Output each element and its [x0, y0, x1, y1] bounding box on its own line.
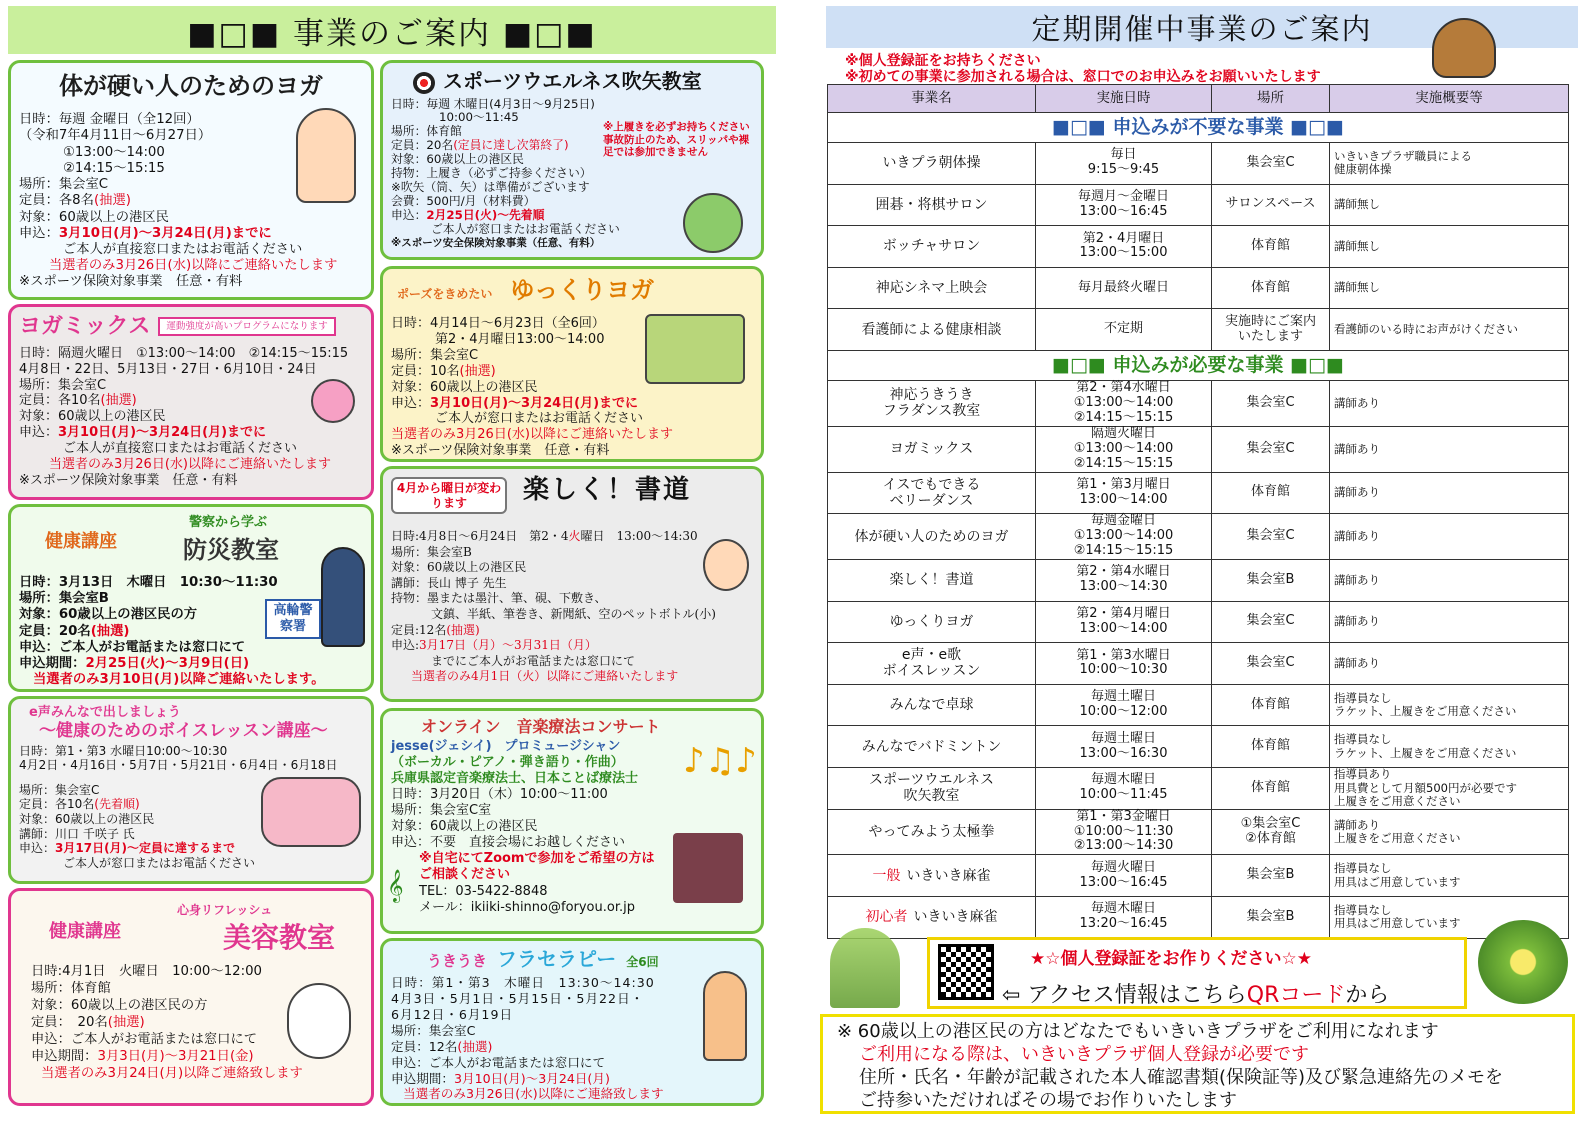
text-line: 定員：12名(抽選)	[391, 1038, 493, 1054]
text-line: 申込：不要 直接会場にお越しください	[391, 835, 626, 851]
table-row	[828, 809, 1569, 855]
text-line: TEL：03-5422-8848	[419, 883, 548, 899]
day-change-notice: 4月から曜日が変わります	[391, 477, 507, 514]
text-line: ※スポーツ保険対象事業 任意・有料	[391, 443, 610, 459]
footer-line: ※ 60歳以上の港区民の方はどなたでもいきいきプラザをご利用になれます	[837, 1021, 1439, 1042]
card-yogamix	[8, 304, 374, 500]
cell-event-name: ヨガミックス	[828, 426, 1036, 472]
cell-place: 集会室B	[1212, 855, 1330, 897]
footer-line: 住所・氏名・年齢が記載された本人確認書類(保険証等)及び緊急連絡先のメモを	[859, 1066, 1504, 1088]
text-line: 定員：各8名(抽選)	[19, 193, 131, 209]
cell-summary: 講師無し	[1330, 267, 1569, 309]
cell-place: 体育館	[1212, 226, 1330, 268]
horsetail-plant-illustration	[830, 928, 900, 1008]
cell-event-name	[828, 855, 1036, 897]
text-line: （令和7年4月11日～6月27日）	[19, 128, 212, 144]
cell-event-name: 神応うきうき フラダンス教室	[828, 380, 1036, 426]
card-subtitle: 警察から学ぶ	[189, 515, 268, 530]
text-line: ①13:00～14:00	[63, 144, 165, 160]
text-line: ご本人が窓口またはお電話ください	[431, 221, 620, 236]
text-line: 対象：60歳以上の港区民の方	[31, 998, 208, 1014]
mahjong-name: いきいき麻雀	[913, 909, 998, 926]
card-title: 防災教室	[183, 535, 279, 564]
text-line: 申込：2月25日(火)～先着順	[391, 207, 545, 222]
text-line: 申込:3月17日（月）～3月31日（月）	[391, 638, 597, 653]
cell-place: 集会室C	[1212, 601, 1330, 643]
text-line: 当選者のみ3月26日(水)以降にご連絡いたします	[49, 456, 331, 472]
table-row	[828, 143, 1569, 185]
card-header	[19, 897, 363, 963]
mascot-illustration	[1432, 18, 1496, 78]
cell-datetime: 不定期	[1036, 309, 1212, 351]
text-line: 日時：3月20日（木）10:00～11:00	[391, 786, 608, 802]
cell-place: 集会室C	[1212, 380, 1330, 426]
table-row	[828, 684, 1569, 726]
text-line: 講師：川口 千咲子 氏	[19, 826, 135, 841]
table-row	[828, 601, 1569, 643]
text-line: メール：ikiiki-shinno@foryou.or.jp	[419, 899, 635, 915]
text-line: 申込：3月10日(月)～3月24日(月)までに	[19, 425, 267, 441]
cell-datetime: 第2・第4水曜日 13:00～14:30	[1036, 560, 1212, 602]
cell-datetime: 隔週火曜日 ①13:00～14:00 ②14:15～15:15	[1036, 426, 1212, 472]
cell-datetime: 第2・第4月曜日 13:00～14:00	[1036, 601, 1212, 643]
text-line: 持物：上履き（必ずご持参ください）	[391, 166, 592, 181]
cell-event-name: 楽しく！書道	[828, 560, 1036, 602]
text-line: ※吹矢（筒、矢）は準備がございます	[391, 179, 590, 194]
right-banner: 定期開催中事業のご案内	[826, 6, 1578, 48]
mahjong-level: 一般	[872, 867, 901, 884]
qr-box	[927, 937, 1467, 1009]
cell-place: 体育館	[1212, 767, 1330, 809]
card-title: ～健康のためのボイスレッスン講座～	[39, 720, 328, 741]
mahjong-level: 初心者	[865, 909, 908, 926]
card-calligraphy	[380, 466, 764, 702]
flower-illustration	[1478, 920, 1568, 1004]
yoga-pose-illustration	[645, 314, 745, 384]
table-row	[828, 726, 1569, 768]
text-line: 対象：60歳以上の港区民の方	[19, 607, 198, 623]
text-line: ご本人が直接窓口またはお電話ください	[63, 440, 298, 456]
card-title: 楽しく！書道	[523, 475, 692, 505]
table-row	[828, 309, 1569, 351]
card-disaster-prevention	[8, 504, 374, 692]
text-line: 持物：墨または墨汁、筆、硯、下敷き、	[391, 591, 607, 606]
footer-line: ご利用になる際は、いきいきプラザ個人登録が必要です	[859, 1043, 1309, 1065]
registration-title: ★☆個人登録証をお作りください☆★	[1030, 949, 1312, 969]
cell-event-name: みんなで卓球	[828, 684, 1036, 726]
cell-event-name: いきプラ朝体操	[828, 143, 1036, 185]
col-header-place: 場所	[1212, 85, 1330, 113]
cell-event-name: 体が硬い人のためのヨガ	[828, 514, 1036, 560]
table-row	[828, 560, 1569, 602]
text-line: 日時:4月8日～6月24日 第2・4火曜日 13:00～14:30	[391, 529, 698, 543]
cell-summary: 講師あり 上履きをご用意ください	[1330, 809, 1569, 855]
cell-event-name: イスでもできる ベリーダンス	[828, 472, 1036, 514]
table-row	[828, 226, 1569, 268]
table-row	[828, 514, 1569, 560]
cell-summary: 看護師のいる時にお声がけください	[1330, 309, 1569, 351]
text-line: ご本人が窓口またはお電話ください	[63, 855, 256, 870]
text-line: 日時：第1・第3 水曜日10:00～10:30	[19, 743, 228, 758]
notice-line: ※初めての事業に参加される場合は、窓口でのお申込みをお願いいたします	[845, 69, 1321, 85]
cell-datetime: 毎週木曜日 10:00～11:45	[1036, 767, 1212, 809]
text-line: 4月2日・4月16日・5月7日・5月21日・6月4日・6月18日	[19, 758, 338, 773]
text-line: 定員：10名(抽選)	[391, 363, 496, 379]
col-header-datetime: 実施日時	[1036, 85, 1212, 113]
text-line: 対象：60歳以上の港区民	[391, 152, 524, 167]
text-line: 定員:12名(抽選)	[391, 622, 480, 637]
card-title: 体が硬い人のためのヨガ	[59, 71, 323, 100]
section-no-application: ■□■ 申込みが不要な事業 ■□■	[828, 113, 1569, 143]
face-mask-illustration	[287, 983, 351, 1059]
target-icon	[413, 72, 435, 94]
cell-datetime: 毎月最終火曜日	[1036, 267, 1212, 309]
text-line: ※スポーツ保険対象事業 任意・有料	[19, 472, 238, 488]
text-line: ※自宅にてZoomで参加をご希望の方は	[419, 851, 655, 867]
text-line: 対象：60歳以上の港区民	[391, 560, 527, 575]
cell-summary: 講師あり	[1330, 472, 1569, 514]
card-online-concert	[380, 708, 764, 934]
cell-event-name: e声・e歌 ボイスレッスン	[828, 643, 1036, 685]
table-row	[828, 184, 1569, 226]
notice-line: ※個人登録証をお持ちください	[845, 53, 1041, 69]
qr-code[interactable]	[938, 944, 994, 1000]
cell-datetime: 毎週月～金曜日 13:00～16:45	[1036, 184, 1212, 226]
cell-datetime: 毎週土曜日 13:00～16:30	[1036, 726, 1212, 768]
cell-event-name: ボッチャサロン	[828, 226, 1036, 268]
text-line: 対象：60歳以上の港区民	[391, 819, 538, 835]
cell-datetime: 第1・第3水曜日 10:00～10:30	[1036, 643, 1212, 685]
card-title: ヨガミックス	[19, 313, 151, 339]
text-line: 当選者のみ4月1日（火）以降にご連絡いたします	[411, 669, 679, 684]
text-line: 兵庫県認定音楽療法士、日本ことば療法士	[391, 770, 639, 786]
text-line: 申込：3月10日(月)～3月24日(月)までに	[19, 225, 272, 241]
police-station-badge: 高輪警察署	[265, 599, 321, 639]
access-info: ⇦ アクセス情報はこちらQRコードから	[1002, 983, 1390, 1008]
cell-summary: 指導員なし 用具はご用意しています	[1330, 896, 1569, 938]
footer-note	[820, 1014, 1575, 1114]
text-line: 場所：集会室C	[19, 377, 107, 393]
stretching-person-illustration	[296, 108, 356, 203]
cell-place: 体育館	[1212, 726, 1330, 768]
card-title: フラセラピー	[497, 947, 617, 971]
cell-summary: 講師無し	[1330, 226, 1569, 268]
cell-place: 集会室C	[1212, 143, 1330, 185]
cell-datetime: 毎日 9:15～9:45	[1036, 143, 1212, 185]
cell-summary: 講師あり	[1330, 560, 1569, 602]
card-title: スポーツウエルネス吹矢教室	[413, 69, 753, 94]
text-line: 当選者のみ3月24日(月)以降ご連絡致します	[41, 1066, 303, 1082]
text-line: 当選者のみ3月10日(月)以降ご連絡いたします。	[33, 672, 325, 688]
table-row	[828, 643, 1569, 685]
cell-place: ①集会室C ②体育館	[1212, 809, 1330, 855]
text-line: 会費：500円/月（材料費）	[391, 193, 536, 208]
cell-summary: 講師あり	[1330, 514, 1569, 560]
text-line: 場所：集会室B	[391, 544, 472, 559]
text-line: 場所：集会室C	[391, 1022, 476, 1038]
cell-place: 集会室C	[1212, 514, 1330, 560]
session-count: 全6回	[626, 955, 659, 969]
music-notes-icon: ♪♫♪	[683, 741, 757, 781]
text-line: 場所：集会室C	[19, 782, 100, 797]
cell-summary: 講師あり	[1330, 426, 1569, 472]
cell-summary: 講師あり	[1330, 380, 1569, 426]
text-line: 定員： 20名(抽選)	[31, 1015, 145, 1031]
text-line: 6月12日・6月19日	[391, 1007, 514, 1023]
table-row	[828, 380, 1569, 426]
cell-datetime: 第2・第4水曜日 ①13:00～14:00 ②14:15～15:15	[1036, 380, 1212, 426]
cell-summary: 講師あり	[1330, 601, 1569, 643]
card-slow-yoga	[380, 266, 764, 462]
cell-place: 集会室B	[1212, 896, 1330, 938]
cell-place: 実施時にご案内 いたします	[1212, 309, 1330, 351]
singers-illustration	[261, 777, 361, 847]
cell-datetime: 毎週金曜日 ①13:00～14:00 ②14:15～15:15	[1036, 514, 1212, 560]
cell-datetime: 毎週土曜日 10:00～12:00	[1036, 684, 1212, 726]
text-line: 申込：3月17日(月)～定員に達するまで	[19, 841, 236, 856]
text-line: 対象：60歳以上の港区民	[19, 209, 169, 225]
text-line: 場所：体育館	[391, 124, 462, 139]
text-line: 場所：集会室C	[19, 177, 109, 193]
text-line: 定員：20名(定員に達し次第終了)	[391, 138, 569, 153]
blowgun-player-illustration	[683, 193, 743, 253]
text-line: 場所：集会室B	[19, 591, 109, 607]
clef-icon: 𝄞	[387, 869, 404, 902]
cell-summary: 講師あり	[1330, 643, 1569, 685]
text-line: 申込：ご本人がお電話または窓口にて	[31, 1032, 258, 1048]
table-row	[828, 767, 1569, 809]
text-line: 場所：体育館	[31, 981, 111, 997]
hula-dancer-illustration	[703, 971, 747, 1061]
text-line: 文鎮、半紙、筆巻き、新聞紙、空のペットボトル(小)	[431, 606, 716, 621]
table-row	[828, 896, 1569, 938]
card-voice-lesson	[8, 696, 374, 884]
text-line: 日時：毎週 木曜日(4月3日～9月25日)	[391, 96, 595, 111]
cell-place: 集会室B	[1212, 560, 1330, 602]
calligraphy-person-illustration	[703, 539, 749, 591]
card-beauty	[8, 888, 374, 1106]
card-yoga-stiff	[8, 60, 374, 300]
text-line: 4月3日・5月1日・5月15日・5月22日・	[391, 991, 645, 1007]
text-line: 申込期間：3月10日(月)～3月24日(月)	[391, 1070, 610, 1086]
cell-summary: 指導員なし ラケット、上履きをご用意ください	[1330, 684, 1569, 726]
performer-photo	[673, 833, 743, 903]
text-line: 当選者のみ3月26日(水)以降にご連絡いたします	[391, 427, 673, 443]
card-title: 美容教室	[223, 921, 336, 954]
footer-line: ご持参いただければその場でお作りいたします	[859, 1089, 1237, 1111]
health-lecture-tag: 健康講座	[49, 921, 121, 942]
cell-datetime: 第1・第3金曜日 ①10:00～11:30 ②13:00～14:30	[1036, 809, 1212, 855]
card-subtitle: 心身リフレッシュ	[177, 903, 273, 917]
text-line: 対象：60歳以上の港区民	[19, 812, 155, 827]
cell-summary: 講師無し	[1330, 184, 1569, 226]
text-line: ご本人が窓口またはお電話ください	[435, 411, 644, 427]
text-line: ご本人が直接窓口またはお電話ください	[63, 242, 303, 258]
cell-event-name: みんなでバドミントン	[828, 726, 1036, 768]
text-line: 申込：ご本人がお電話または窓口にて	[391, 1054, 606, 1070]
text-line: ②14:15～15:15	[63, 160, 165, 176]
cell-event-name: やってみよう太極拳	[828, 809, 1036, 855]
card-header	[19, 313, 363, 340]
table-row	[828, 426, 1569, 472]
text-line: 定員：各10名(先着順)	[19, 797, 140, 812]
table-row	[828, 855, 1569, 897]
text-line: 日時：3月13日 木曜日 10:30～11:30	[19, 575, 278, 590]
card-subtitle: ポーズをきめたい	[397, 287, 493, 301]
table-row	[828, 472, 1569, 514]
health-lecture-tag: 健康講座	[45, 531, 117, 552]
slipper-note: ※上履きを必ずお持ちください 事故防止のため、スリッパや裸足では参加できません	[603, 121, 750, 159]
intensity-tag: 運動強度が高いプログラムになります	[158, 317, 335, 337]
card-title: オンライン 音楽療法コンサート	[421, 717, 661, 736]
text-line: 場所：集会室C	[391, 347, 479, 363]
cell-event-name: スポーツウエルネス 吹矢教室	[828, 767, 1036, 809]
text-line: 場所：集会室C室	[391, 802, 492, 818]
section-application-required: ■□■ 申込みが必要な事業 ■□■	[828, 350, 1569, 380]
card-title: ゆっくりヨガ	[510, 275, 655, 304]
text-line: （ボーカル・ピアノ・弾き語り・作曲）	[391, 754, 624, 770]
text-line: 日時：隔週火曜日 ①13:00～14:00 ②14:15～15:15	[19, 345, 349, 361]
police-officer-illustration	[321, 547, 365, 647]
text-line: 4月8日・22日、5月13日・27日・6月10日・24日	[19, 361, 317, 377]
cell-place: 体育館	[1212, 267, 1330, 309]
table-header-row	[828, 85, 1569, 113]
text-line: 日時：第1・第3 木曜日 13:30～14:30	[391, 975, 655, 991]
text-line: 対象：60歳以上の港区民	[391, 379, 538, 395]
cell-place: 体育館	[1212, 684, 1330, 726]
text-line: 当選者のみ3月26日(水)以降にご連絡致します	[403, 1086, 664, 1102]
cell-summary: 指導員なし ラケット、上履きをご用意ください	[1330, 726, 1569, 768]
text-line: 申込期間：2月25日(火)～3月9日(日)	[19, 656, 250, 672]
card-hula	[380, 938, 764, 1106]
text-line: ご相談ください	[419, 867, 511, 883]
text-line: ※スポーツ保険対象事業 任意・有料	[19, 274, 243, 290]
card-subtitle: うきうき	[427, 952, 488, 970]
text-line: 申込期間：3月3日(月)～3月21日(金)	[31, 1049, 254, 1065]
cell-event-name: 看護師による健康相談	[828, 309, 1036, 351]
text-line: 定員：20名(抽選)	[19, 623, 130, 639]
cell-datetime: 第2・4月曜日 13:00～15:00	[1036, 226, 1212, 268]
schedule-table	[827, 84, 1569, 939]
text-line: 申込：3月10日(月)～3月24日(月)までに	[391, 395, 639, 411]
text-line: 当選者のみ3月26日(水)以降にご連絡いたします	[49, 258, 338, 274]
card-header	[397, 275, 753, 304]
cell-place: 集会室C	[1212, 643, 1330, 685]
text-line: 対象：60歳以上の港区民	[19, 409, 166, 425]
text-line: 日時:4月1日 火曜日 10:00～12:00	[31, 964, 263, 979]
left-banner: ■□■ 事業のご案内 ■□■	[8, 6, 776, 54]
cell-place: 体育館	[1212, 472, 1330, 514]
text-line: 講師：長山 博子 先生	[391, 575, 507, 590]
cell-event-name: 囲碁・将棋サロン	[828, 184, 1036, 226]
cell-datetime: 第1・第3月曜日 13:00～14:00	[1036, 472, 1212, 514]
text-line: 日時：4月14日～6月23日（全6回）	[391, 316, 605, 332]
cell-datetime: 毎週木曜日 13:20～16:45	[1036, 896, 1212, 938]
text-line: jesse(ジェシイ) プロミュージシャン	[391, 738, 621, 754]
text-line: までにご本人がお電話または窓口にて	[431, 653, 636, 668]
cell-summary: いきいきプラザ職員による 健康朝体操	[1330, 143, 1569, 185]
cell-event-name: 神応シネマ上映会	[828, 267, 1036, 309]
cell-event-name: ゆっくりヨガ	[828, 601, 1036, 643]
cell-place: 集会室C	[1212, 426, 1330, 472]
card-header	[427, 947, 753, 971]
text-line: 定員：各10名(抽選)	[19, 393, 137, 409]
text-line: 申込：ご本人がお電話または窓口にて	[19, 639, 246, 655]
card-header	[19, 513, 363, 569]
text-line: 日時：毎週 金曜日（全12回）	[19, 112, 200, 128]
cell-datetime: 毎週火曜日 13:00～16:45	[1036, 855, 1212, 897]
yoga-woman-illustration	[311, 379, 355, 423]
card-sports-wellness	[380, 60, 764, 260]
mahjong-name: いきいき麻雀	[906, 867, 991, 884]
col-header-name: 事業名	[828, 85, 1036, 113]
card-subtitle: e声みんなで出しましょう	[29, 705, 181, 720]
text-line: 10:00～11:45	[439, 110, 519, 125]
cell-summary: 指導員なし 用具はご用意しています	[1330, 855, 1569, 897]
text-line: 第2・4月曜日13:00～14:00	[435, 332, 605, 348]
cell-place: サロンスペース	[1212, 184, 1330, 226]
table-row	[828, 267, 1569, 309]
text-line: ※スポーツ安全保険対象事業（任意、有料）	[391, 236, 601, 249]
col-header-summary: 実施概要等	[1330, 85, 1569, 113]
cell-summary: 指導員あり 用具費として月額500円が必要です 上履きをご用意ください	[1330, 767, 1569, 809]
